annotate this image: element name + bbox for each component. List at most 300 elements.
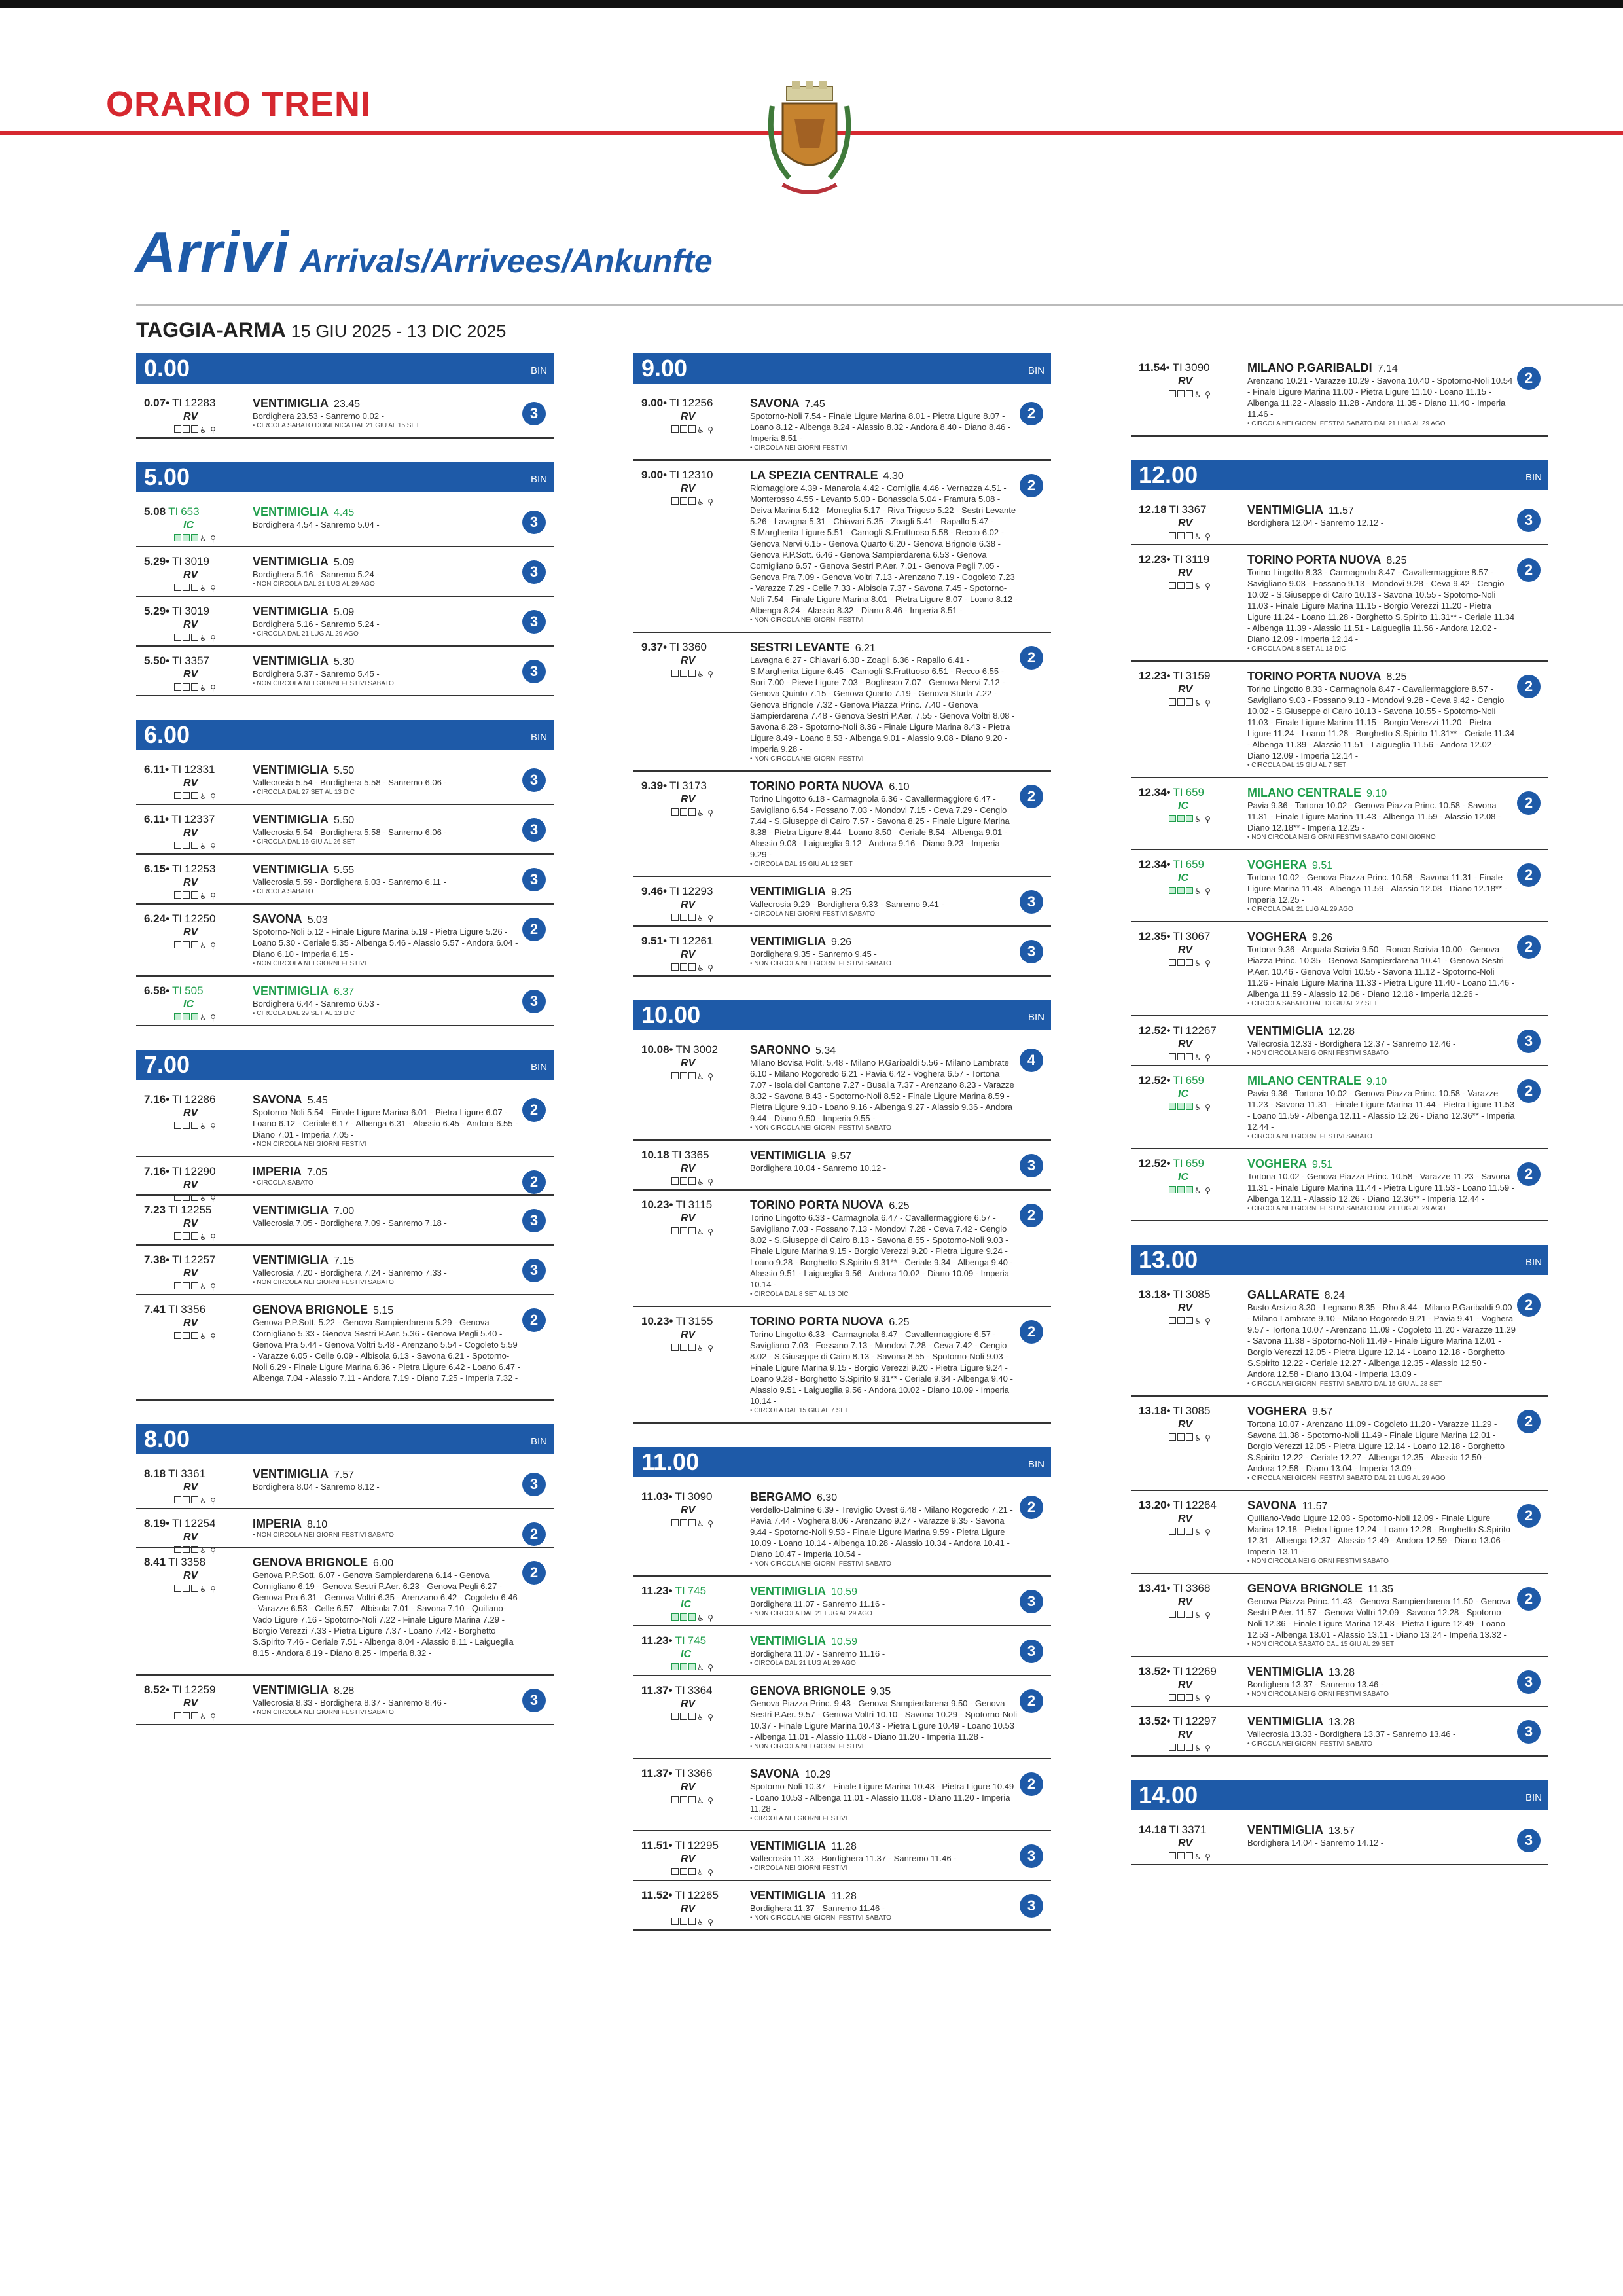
- bin-label: BIN: [530, 1436, 547, 1447]
- origin-station: [253, 863, 521, 876]
- origin-name: VENTIMIGLIA: [750, 885, 826, 898]
- train-category: TI: [1169, 503, 1179, 516]
- service-square-icon: [1177, 1852, 1185, 1859]
- train-row: [136, 1460, 554, 1509]
- intermediate-stops: Torino Lingotto 6.33 - Carmagnola 6.47 - Cavallermaggiore 6.57 - Savigliano 7.03 - Fossano 7.13 - Mondovi 7.28 - Ceva 7.42 - Cengio 8.02 - S.Giuseppe di Cairo 8.13 - Savona 8.55 - Spotorno-Noli 9.03 - Finale Ligure Marina 9.15 - Borgio Verezzi 9.20 - Pietra Ligure 9.24 - Loano 9.28 - Borghetto S.Spirito 9.31** - Ceriale 9.34 - Albenga 9.40 - Alassio 9.51 - Laigueglia 9.56 - Andora 10.02 - Diano 10.09 - Imperia 10.14 -: [750, 1329, 1013, 1406]
- bike-icon: ♿ ⚲: [697, 497, 714, 507]
- train-number: 3364: [687, 1684, 713, 1696]
- train-number: 12337: [184, 813, 215, 825]
- train-number: 12286: [185, 1093, 216, 1105]
- origin-time: 9.57: [831, 1151, 852, 1162]
- train-category: TI: [675, 1634, 685, 1647]
- train-type-icon: RV: [183, 1482, 198, 1493]
- hour-label: 9.00: [641, 355, 688, 382]
- train-category: TI: [1173, 786, 1183, 798]
- origin-time: 5.50: [334, 815, 355, 826]
- service-square-icon: [1169, 1433, 1176, 1441]
- platform-badge: 3: [522, 868, 546, 891]
- platform-badge: 3: [1517, 1829, 1541, 1852]
- service-square-icon: [1177, 1317, 1185, 1324]
- train-type-icon: RV: [183, 827, 198, 838]
- origin-time: 5.09: [334, 557, 355, 568]
- bike-icon: ♿ ⚲: [1194, 1103, 1211, 1112]
- service-icons: [1169, 1053, 1211, 1062]
- platform-badge: 3: [522, 768, 546, 792]
- train-row: [633, 1626, 1051, 1676]
- intermediate-stops: Pavia 9.36 - Tortona 10.02 - Genova Piazza Princ. 10.58 - Varazze 11.23 - Savona 11.31 - Finale Ligure Marina 11.44 - Pietra Ligure 11.53 - Loano 11.59 - Albenga 12.11 - Alassio 12.26 - Diano 12.36** - Imperia 12.44 -: [1247, 1088, 1515, 1132]
- service-square-icon: [688, 914, 696, 921]
- service-square-icon: [174, 1232, 181, 1240]
- service-icons: [671, 1713, 714, 1722]
- origin-station: [253, 1253, 521, 1267]
- origin-station: [253, 555, 521, 569]
- bike-icon: ♿ ⚲: [200, 683, 217, 692]
- arrival-time: [144, 1303, 205, 1316]
- service-icons: [671, 1663, 714, 1672]
- service-note: • NON CIRCOLA SABATO DAL 15 GIU AL 29 SET: [1247, 1641, 1395, 1648]
- train-type-icon: RV: [681, 1854, 696, 1865]
- arrival-time: [144, 1683, 215, 1696]
- time-value: 12.34•: [1139, 786, 1171, 798]
- train-category: TI: [172, 1517, 183, 1530]
- train-row: [1131, 1574, 1548, 1657]
- origin-name: VENTIMIGLIA: [253, 655, 329, 668]
- bike-icon: ♿ ⚲: [200, 425, 217, 435]
- train-row: [633, 1881, 1051, 1931]
- train-category: TI: [168, 505, 179, 518]
- origin-time: 11.28: [831, 1841, 857, 1852]
- service-note: • CIRCOLA NEI GIORNI FESTIVI SABATO DAL 21 LUG AL 29 AGO: [1247, 1205, 1446, 1212]
- arrival-time: [641, 1839, 719, 1852]
- service-square-icon: [671, 1344, 679, 1351]
- time-value: 9.51•: [641, 935, 668, 947]
- service-note: • CIRCOLA NEI GIORNI FESTIVI: [750, 444, 847, 452]
- train-type-icon: RV: [681, 1698, 696, 1710]
- service-square-icon: [1169, 1186, 1176, 1193]
- intermediate-stops: Pavia 9.36 - Tortona 10.02 - Genova Piazza Princ. 10.58 - Savona 11.31 - Finale Ligure Marina 11.43 - Albenga 11.59 - Alassio 12.08 - Diano 12.18** - Imperia 12.25 -: [1247, 800, 1501, 833]
- hour-label: 6.00: [144, 721, 190, 748]
- platform-badge: 3: [1020, 940, 1043, 963]
- service-icons: [671, 1918, 714, 1927]
- intermediate-stops: Vallecrosia 11.33 - Bordighera 11.37 - Sanremo 11.46 -: [750, 1854, 957, 1863]
- service-square-icon: [688, 1713, 696, 1720]
- time-value: 12.23•: [1139, 670, 1171, 682]
- bike-icon: ♿ ⚲: [697, 1613, 714, 1623]
- platform-badge: 2: [1020, 1320, 1043, 1344]
- service-square-icon: [174, 425, 181, 433]
- service-square-icon: [1177, 1433, 1185, 1441]
- service-icons: [174, 1496, 217, 1505]
- origin-station: [750, 1684, 1018, 1698]
- service-icons: [1169, 390, 1211, 399]
- train-number: 3090: [1185, 361, 1210, 374]
- train-row: [136, 1085, 554, 1157]
- origin-name: VOGHERA: [1247, 930, 1308, 943]
- service-square-icon: [671, 1868, 679, 1875]
- origin-name: TORINO PORTA NUOVA: [1247, 553, 1382, 566]
- origin-station: [253, 813, 521, 827]
- hour-label: 12.00: [1139, 461, 1198, 488]
- service-square-icon: [174, 683, 181, 691]
- service-icons: [671, 670, 714, 679]
- intermediate-stops: Bordighera 6.44 - Sanremo 6.53 -: [253, 999, 380, 1009]
- bike-icon: ♿ ⚲: [697, 1344, 714, 1353]
- intermediate-stops: Bordighera 8.04 - Sanremo 8.12 -: [253, 1482, 380, 1492]
- bike-icon: ♿ ⚲: [697, 1072, 714, 1081]
- train-row: [1131, 662, 1548, 778]
- arrival-time: [144, 1253, 215, 1266]
- train-category: TI: [1173, 1024, 1183, 1037]
- train-row: [633, 1482, 1051, 1577]
- train-row: [633, 927, 1051, 977]
- train-row: [633, 1035, 1051, 1141]
- arrival-time: [144, 605, 209, 618]
- bike-icon: ♿ ⚲: [200, 1332, 217, 1341]
- train-type-icon: RV: [183, 569, 198, 581]
- time-value: 9.46•: [641, 885, 668, 897]
- service-note: • CIRCOLA DAL 15 GIU AL 7 SET: [750, 1407, 849, 1414]
- service-square-icon: [1186, 1053, 1193, 1060]
- train-category: TI: [172, 605, 183, 617]
- origin-time: 10.29: [804, 1769, 831, 1780]
- hour-label: 5.00: [144, 463, 190, 490]
- origin-time: 8.25: [1386, 555, 1407, 566]
- arrival-time: [144, 555, 209, 568]
- service-note: • NON CIRCOLA NEI GIORNI FESTIVI SABATO: [750, 1560, 891, 1568]
- train-category: TI: [1173, 1582, 1183, 1594]
- time-value: 13.52•: [1139, 1715, 1171, 1727]
- service-note: • CIRCOLA DAL 21 LUG AL 29 AGO: [750, 1660, 856, 1667]
- train-type-icon: RV: [183, 877, 198, 888]
- train-type-icon: RV: [681, 1058, 696, 1069]
- train-row: [1131, 1066, 1548, 1149]
- service-note: • CIRCOLA SABATO: [253, 1179, 313, 1187]
- train-category: TI: [172, 912, 183, 925]
- train-type-icon: RV: [681, 1505, 696, 1516]
- service-square-icon: [688, 963, 696, 971]
- train-number: 3360: [682, 641, 707, 653]
- bike-icon: ♿ ⚲: [697, 1713, 714, 1722]
- train-category: TI: [1173, 670, 1183, 682]
- hour-header: [633, 1447, 1051, 1477]
- origin-time: 11.35: [1368, 1584, 1393, 1595]
- origin-station: [750, 1889, 1018, 1903]
- origin-time: 13.28: [1329, 1717, 1355, 1728]
- train-type-icon: RV: [183, 1570, 198, 1581]
- origin-station: [253, 984, 521, 998]
- intermediate-stops: Spotorno-Noli 7.54 - Finale Ligure Marina 8.01 - Pietra Ligure 8.07 - Loano 8.12 - Albenga 8.24 - Alassio 8.32 - Andora 8.40 - Diano 8.46 - Imperia 8.51 -: [750, 411, 1011, 443]
- service-square-icon: [671, 1796, 679, 1803]
- platform-badge: 2: [1517, 1293, 1541, 1317]
- origin-time: 5.50: [334, 765, 355, 776]
- hour-header: [633, 353, 1051, 384]
- platform-badge: 2: [1517, 1410, 1541, 1433]
- platform-badge: 3: [522, 990, 546, 1013]
- intermediate-stops: Bordighera 23.53 - Sanremo 0.02 -: [253, 411, 384, 421]
- origin-name: BERGAMO: [750, 1490, 812, 1503]
- bike-icon: ♿ ⚲: [1194, 698, 1211, 708]
- hour-label: 13.00: [1139, 1246, 1198, 1273]
- origin-time: 11.28: [831, 1891, 857, 1902]
- train-type-icon: IC: [1178, 1172, 1188, 1183]
- service-icons: [174, 941, 217, 950]
- origin-name: VENTIMIGLIA: [253, 813, 329, 826]
- time-value: 10.23•: [641, 1315, 673, 1327]
- train-type-icon: RV: [1178, 1513, 1193, 1524]
- train-row: [633, 1141, 1051, 1191]
- train-category: TI: [669, 469, 680, 481]
- service-square-icon: [688, 1663, 696, 1670]
- train-type-icon: IC: [183, 999, 194, 1010]
- platform-badge: 2: [1517, 1162, 1541, 1186]
- platform-badge: 3: [522, 1689, 546, 1712]
- origin-station: [750, 1315, 1018, 1329]
- train-category: TI: [1172, 361, 1183, 374]
- service-square-icon: [688, 1519, 696, 1526]
- train-category: TI: [1173, 1499, 1183, 1511]
- origin-station: [1247, 361, 1516, 375]
- service-square-icon: [680, 1796, 687, 1803]
- platform-badge: 2: [522, 1098, 546, 1122]
- intermediate-stops: Vallecrosia 7.05 - Bordighera 7.09 - Sanremo 7.18 -: [253, 1218, 447, 1228]
- spacer: [253, 1492, 521, 1501]
- platform-badge: 2: [1020, 402, 1043, 425]
- origin-station: [1247, 553, 1516, 567]
- service-icons: [671, 1227, 714, 1236]
- bike-icon: ♿ ⚲: [200, 1282, 217, 1291]
- intermediate-stops: Genova Piazza Princ. 9.43 - Genova Sampierdarena 9.50 - Genova Sestri P.Aer. 9.57 - Genova Voltri 10.10 - Savona 10.29 - Spotorno-Noli 10.37 - Finale Ligure Marina 10.43 - Pietra Ligure 10.49 - Loano 10.53 - Albenga 11.01 - Alassio 11.08 - Diano 11.20 - Imperia 11.28 -: [750, 1698, 1018, 1742]
- train-number: 745: [687, 1634, 707, 1647]
- origin-station: [253, 1165, 521, 1179]
- service-square-icon: [1186, 1852, 1193, 1859]
- train-category: TI: [675, 1684, 685, 1696]
- origin-station: [1247, 1715, 1516, 1729]
- arrival-time: [144, 397, 215, 410]
- arrival-time: [641, 1767, 713, 1780]
- service-note: • CIRCOLA DAL 15 GIU AL 7 SET: [1247, 762, 1347, 769]
- service-square-icon: [191, 891, 198, 899]
- service-square-icon: [174, 1122, 181, 1129]
- train-category: TI: [168, 1556, 179, 1568]
- train-category: TI: [675, 1198, 686, 1211]
- train-type-icon: RV: [681, 1213, 696, 1224]
- arrival-time: [144, 813, 215, 826]
- service-square-icon: [1186, 698, 1193, 706]
- intermediate-stops: Genova P.P.Sott. 6.07 - Genova Sampierdarena 6.14 - Genova Cornigliano 6.19 - Genova Sestri P.Aer. 6.23 - Genova Pegli 6.27 - Genova Pra 6.31 - Genova Voltri 6.35 - Arenzano 6.42 - Cogoleto 6.46 - Varazze 6.53 - Celle 6.57 - Albisola 7.01 - Savona 7.10 - Quiliano-Vado Ligure 7.16 - Spotorno-Noli 7.22 - Finale Ligure Marina 7.29 - Borgio Verezzi 7.33 - Pietra Ligure 7.37 - Loano 7.42 - Borghetto S.Spirito 7.46 - Ceriale 7.51 - Albenga 8.04 - Alassio 8.11 - Laigueglia 8.15 - Andora 8.19 - Diano 8.25 - Imperia 8.32 -: [253, 1570, 518, 1658]
- train-type-icon: RV: [1178, 376, 1193, 387]
- service-square-icon: [688, 808, 696, 816]
- service-square-icon: [671, 808, 679, 816]
- time-value: 12.52•: [1139, 1024, 1171, 1037]
- service-square-icon: [680, 1918, 687, 1925]
- train-number: 12254: [185, 1517, 216, 1530]
- origin-time: 8.28: [334, 1685, 355, 1696]
- intermediate-stops: Bordighera 5.16 - Sanremo 5.24 -: [253, 619, 380, 629]
- service-icons: [174, 891, 217, 901]
- service-icons: [1169, 1186, 1211, 1195]
- intermediate-stops: Vallecrosia 12.33 - Bordighera 12.37 - Sanremo 12.46 -: [1247, 1039, 1456, 1049]
- service-note: • NON CIRCOLA NEI GIORNI FESTIVI SABATO: [253, 1709, 394, 1716]
- service-square-icon: [191, 1332, 198, 1339]
- service-square-icon: [1186, 1528, 1193, 1535]
- bike-icon: ♿ ⚲: [697, 1663, 714, 1672]
- platform-badge: 3: [1517, 1030, 1541, 1053]
- origin-time: 4.45: [334, 507, 355, 518]
- page-title: Arrivi Arrivals/Arrivees/Ankunfte: [135, 220, 713, 285]
- origin-station: [1247, 1024, 1516, 1038]
- service-icons: [1169, 1852, 1211, 1861]
- service-note: • NON CIRCOLA NEI GIORNI FESTIVI SABATO: [253, 1279, 394, 1286]
- time-value: 11.03•: [641, 1490, 673, 1503]
- bin-label: BIN: [530, 1062, 547, 1073]
- train-row: [136, 905, 554, 977]
- origin-time: 8.10: [307, 1519, 328, 1530]
- time-value: 7.38•: [144, 1253, 170, 1266]
- origin-time: 5.45: [307, 1095, 328, 1106]
- train-row: [1131, 1149, 1548, 1221]
- train-category: TI: [669, 780, 680, 792]
- platform-badge: 3: [1020, 890, 1043, 914]
- train-number: 12283: [185, 397, 216, 409]
- hour-header: [1131, 1780, 1548, 1810]
- train-category: TI: [1173, 930, 1183, 942]
- train-number: 3002: [693, 1043, 718, 1056]
- hour-header: [136, 720, 554, 750]
- service-note: • NON CIRCOLA DAL 21 LUG AL 29 AGO: [750, 1610, 872, 1617]
- service-square-icon: [183, 1496, 190, 1503]
- train-type-icon: RV: [681, 655, 696, 666]
- service-icons: [671, 1868, 714, 1877]
- service-square-icon: [191, 634, 198, 641]
- time-value: 13.18•: [1139, 1288, 1171, 1300]
- train-number: 659: [1185, 1074, 1204, 1086]
- intermediate-stops: Vallecrosia 5.59 - Bordighera 6.03 - Sanremo 6.11 -: [253, 877, 446, 887]
- origin-station: [253, 912, 521, 926]
- origin-name: GENOVA BRIGNOLE: [750, 1684, 866, 1697]
- origin-time: 6.00: [373, 1558, 394, 1569]
- origin-time: 7.45: [804, 399, 825, 410]
- train-number: 12331: [184, 763, 215, 776]
- bike-icon: ♿ ⚲: [200, 941, 217, 950]
- service-square-icon: [1169, 1744, 1176, 1751]
- spacer: [1247, 528, 1516, 537]
- platform-badge: 2: [1020, 1496, 1043, 1519]
- service-square-icon: [688, 1344, 696, 1351]
- service-square-icon: [680, 425, 687, 433]
- origin-time: 9.51: [1312, 860, 1333, 871]
- bike-icon: ♿ ⚲: [200, 1585, 217, 1594]
- service-square-icon: [174, 842, 181, 849]
- origin-name: VENTIMIGLIA: [253, 984, 329, 997]
- arrival-time: [641, 935, 713, 948]
- bike-icon: ♿ ⚲: [1194, 1186, 1211, 1195]
- intermediate-stops: Milano Bovisa Polit. 5.48 - Milano P.Garibaldi 5.56 - Milano Lambrate 6.10 - Milano Rogoredo 6.21 - Pavia 6.42 - Voghera 6.57 - Tortona 7.07 - Isola del Cantone 7.27 - Busalla 7.37 - Arenzano 8.23 - Varazze 8.32 - Savona 8.43 - Spotorno-Noli 8.52 - Finale Ligure Marina 8.59 - Pietra Ligure 9.10 - Loano 9.16 - Albenga 9.27 - Alassio 9.36 - Andora 9.44 - Diano 9.50 - Imperia 9.55 -: [750, 1058, 1014, 1123]
- intermediate-stops: Vallecrosia 7.20 - Bordighera 7.24 - Sanremo 7.33 -: [253, 1268, 447, 1278]
- bike-icon: ♿ ⚲: [200, 842, 217, 851]
- bin-label: BIN: [530, 474, 547, 485]
- service-square-icon: [671, 1227, 679, 1234]
- bike-icon: ♿ ⚲: [697, 808, 714, 817]
- service-square-icon: [174, 891, 181, 899]
- service-square-icon: [183, 1122, 190, 1129]
- origin-station: [253, 1093, 521, 1107]
- service-square-icon: [1177, 1186, 1185, 1193]
- train-row: [1131, 1491, 1548, 1574]
- train-category: TI: [168, 1204, 179, 1216]
- service-icons: [671, 497, 714, 507]
- arrival-time: [144, 1517, 215, 1530]
- origin-station: [750, 397, 1018, 410]
- train-number: 3356: [181, 1303, 206, 1316]
- service-square-icon: [183, 941, 190, 948]
- hour-header: [136, 353, 554, 384]
- train-type-icon: RV: [681, 1903, 696, 1914]
- train-number: 3371: [1181, 1823, 1207, 1836]
- platform-badge: 2: [1517, 863, 1541, 887]
- service-square-icon: [174, 1013, 181, 1020]
- bike-icon: ♿ ⚲: [697, 1227, 714, 1236]
- arrival-time: [144, 1556, 205, 1569]
- service-icons: [1169, 532, 1211, 541]
- origin-time: 7.15: [334, 1255, 355, 1266]
- hour-label: 10.00: [641, 1001, 701, 1028]
- train-type-icon: RV: [681, 1329, 696, 1340]
- origin-name: VENTIMIGLIA: [253, 1204, 329, 1217]
- time-value: 9.00•: [641, 397, 668, 409]
- service-square-icon: [1186, 532, 1193, 539]
- train-category: TI: [669, 885, 680, 897]
- time-value: 11.52•: [641, 1889, 673, 1901]
- origin-name: VENTIMIGLIA: [750, 935, 826, 948]
- origin-time: 13.28: [1329, 1667, 1355, 1678]
- train-row: [633, 389, 1051, 461]
- service-note: • CIRCOLA NEI GIORNI FESTIVI SABATO: [750, 910, 875, 918]
- service-icons: [174, 1282, 217, 1291]
- train-category: TI: [172, 1253, 183, 1266]
- service-square-icon: [688, 1868, 696, 1875]
- train-category: TN: [675, 1043, 691, 1056]
- train-category: TI: [675, 1839, 685, 1852]
- train-number: 12297: [1185, 1715, 1217, 1727]
- time-value: 6.58•: [144, 984, 170, 997]
- train-row: [1131, 353, 1548, 437]
- origin-station: [750, 469, 1018, 482]
- origin-station: [253, 397, 521, 410]
- bike-icon: ♿ ⚲: [1194, 1053, 1211, 1062]
- origin-station: [1247, 1823, 1516, 1837]
- service-square-icon: [671, 1918, 679, 1925]
- train-type-icon: RV: [1178, 1419, 1193, 1430]
- train-row: [136, 1548, 554, 1676]
- origin-station: [750, 780, 1018, 793]
- arrival-time: [1139, 1715, 1217, 1728]
- bike-icon: ♿ ⚲: [697, 1796, 714, 1805]
- train-row: [633, 772, 1051, 877]
- arrival-time: [144, 763, 215, 776]
- intermediate-stops: Spotorno-Noli 5.12 - Finale Ligure Marina 5.19 - Pietra Ligure 5.26 - Loano 5.30 - Ceriale 5.35 - Albenga 5.46 - Alassio 5.57 - Andora 6.04 - Diano 6.10 - Imperia 6.15 -: [253, 927, 518, 959]
- arrival-time: [1139, 1823, 1206, 1837]
- arrival-time: [1139, 858, 1204, 871]
- train-type-icon: RV: [183, 1179, 198, 1191]
- arrival-time: [144, 912, 215, 925]
- origin-name: VENTIMIGLIA: [750, 1839, 826, 1852]
- intermediate-stops: Genova P.P.Sott. 5.22 - Genova Sampierdarena 5.29 - Genova Cornigliano 5.33 - Genova Sestri P.Aer. 5.36 - Genova Pegli 5.40 - Genova Pra 5.44 - Genova Voltri 5.48 - Arenzano 5.54 - Cogoleto 5.59 - Varazze 6.05 - Celle 6.09 - Albisola 6.13 - Savona 6.21 - Spotorno-Noli 6.29 - Finale Ligure Marina 6.36 - Pietra Ligure 6.42 - Loano 6.47 - Albenga 7.04 - Alassio 7.11 - Andora 7.19 - Diano 7.25 - Imperia 7.32 -: [253, 1318, 521, 1383]
- service-square-icon: [671, 963, 679, 971]
- train-row: [136, 597, 554, 647]
- origin-time: 10.59: [831, 1587, 858, 1598]
- bin-label: BIN: [530, 365, 547, 376]
- intermediate-stops: Quiliano-Vado Ligure 12.03 - Spotorno-Noli 12.09 - Finale Ligure Marina 12.18 - Pietra Ligure 12.24 - Loano 12.28 - Borghetto S.Spirito 12.31 - Albenga 12.37 - Alassio 12.49 - Andora 12.59 - Diano 13.06 - Imperia 13.11 -: [1247, 1513, 1510, 1556]
